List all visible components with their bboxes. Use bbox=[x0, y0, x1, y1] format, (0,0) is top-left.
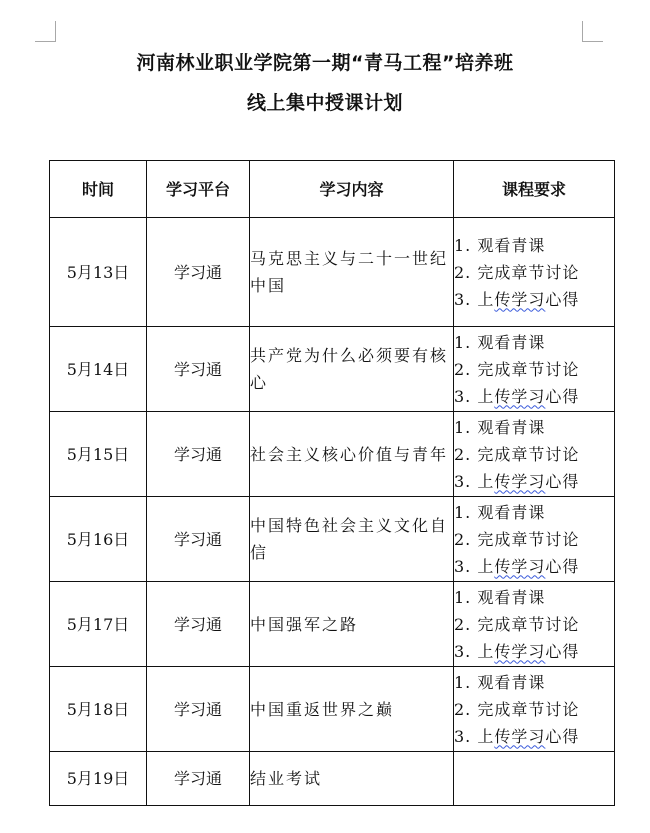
cell-time: 5月19日 bbox=[50, 752, 147, 806]
cell-content: 马克思主义与二十一世纪中国 bbox=[250, 218, 454, 327]
cell-requirements bbox=[454, 582, 615, 667]
requirement-item: 2. 完成章节讨论 bbox=[454, 444, 580, 464]
cell-time: 5月18日 bbox=[50, 667, 147, 752]
cell-content: 社会主义核心价值与青年 bbox=[250, 412, 454, 497]
header-time: 时间 bbox=[50, 161, 147, 218]
table-row bbox=[50, 497, 615, 582]
table-row bbox=[50, 667, 615, 752]
requirement-item: 2. 完成章节讨论 bbox=[454, 529, 580, 549]
cell-content: 结业考试 bbox=[250, 752, 454, 806]
cell-content: 中国重返世界之巅 bbox=[250, 667, 454, 752]
cell-platform: 学习通 bbox=[147, 218, 250, 327]
cell-content: 共产党为什么必须要有核心 bbox=[250, 327, 454, 412]
cell-requirements bbox=[454, 218, 615, 327]
requirement-item: 1. 观看青课 bbox=[454, 587, 546, 607]
requirement-item bbox=[454, 638, 614, 665]
table-row bbox=[50, 752, 615, 806]
spellcheck-marked-text: 传学习 bbox=[494, 726, 546, 746]
cell-platform: 学习通 bbox=[147, 412, 250, 497]
cell-requirements-empty bbox=[454, 752, 615, 806]
cell-requirements bbox=[454, 327, 615, 412]
cell-requirements bbox=[454, 497, 615, 582]
cell-requirements bbox=[454, 667, 615, 752]
requirement-item bbox=[454, 286, 614, 313]
requirement-text: 心得 bbox=[545, 641, 580, 661]
spellcheck-marked-text: 传学习 bbox=[494, 641, 546, 661]
requirement-item: 1. 观看青课 bbox=[454, 502, 546, 522]
schedule-table bbox=[49, 160, 615, 806]
header-requirements: 课程要求 bbox=[454, 161, 615, 218]
cell-platform: 学习通 bbox=[147, 667, 250, 752]
requirement-item: 2. 完成章节讨论 bbox=[454, 614, 580, 634]
requirement-item: 1. 观看青课 bbox=[454, 235, 546, 255]
requirement-item bbox=[454, 553, 614, 580]
requirement-item bbox=[454, 468, 614, 495]
requirement-item bbox=[454, 383, 614, 410]
requirement-item: 2. 完成章节讨论 bbox=[454, 699, 580, 719]
requirement-text: 3. 上 bbox=[454, 289, 495, 309]
cell-content: 中国强军之路 bbox=[250, 582, 454, 667]
table-row bbox=[50, 412, 615, 497]
cell-time: 5月14日 bbox=[50, 327, 147, 412]
document-subtitle: 线上集中授课计划 bbox=[246, 92, 403, 114]
spellcheck-marked-text: 传学习 bbox=[494, 386, 546, 406]
spellcheck-marked-text: 传学习 bbox=[494, 289, 546, 309]
requirement-text: 3. 上 bbox=[454, 386, 495, 406]
requirement-item bbox=[454, 723, 614, 750]
requirement-text: 3. 上 bbox=[454, 471, 495, 491]
header-platform: 学习平台 bbox=[147, 161, 250, 218]
document-title: 河南林业职业学院第一期“青马工程”培养班 bbox=[136, 52, 514, 74]
table-row bbox=[50, 582, 615, 667]
table-header-row bbox=[50, 161, 615, 218]
page-corner-mark-top-right bbox=[582, 21, 603, 42]
spellcheck-marked-text: 传学习 bbox=[494, 471, 546, 491]
cell-time: 5月13日 bbox=[50, 218, 147, 327]
cell-requirements bbox=[454, 412, 615, 497]
requirement-item: 1. 观看青课 bbox=[454, 672, 546, 692]
spellcheck-marked-text: 传学习 bbox=[494, 556, 546, 576]
page-corner-mark-top-left bbox=[35, 21, 56, 42]
header-content: 学习内容 bbox=[250, 161, 454, 218]
cell-platform: 学习通 bbox=[147, 582, 250, 667]
requirement-text: 心得 bbox=[545, 289, 580, 309]
requirement-item: 1. 观看青课 bbox=[454, 332, 546, 352]
requirement-text: 3. 上 bbox=[454, 641, 495, 661]
requirement-item: 2. 完成章节讨论 bbox=[454, 359, 580, 379]
cell-platform: 学习通 bbox=[147, 497, 250, 582]
cell-platform: 学习通 bbox=[147, 752, 250, 806]
requirement-text: 心得 bbox=[545, 556, 580, 576]
cell-content: 中国特色社会主义文化自信 bbox=[250, 497, 454, 582]
requirement-text: 心得 bbox=[545, 726, 580, 746]
requirement-text: 心得 bbox=[545, 471, 580, 491]
cell-time: 5月17日 bbox=[50, 582, 147, 667]
requirement-item: 2. 完成章节讨论 bbox=[454, 262, 580, 282]
requirement-text: 3. 上 bbox=[454, 726, 495, 746]
requirement-item: 1. 观看青课 bbox=[454, 417, 546, 437]
requirement-text: 3. 上 bbox=[454, 556, 495, 576]
table-row bbox=[50, 218, 615, 327]
cell-time: 5月15日 bbox=[50, 412, 147, 497]
requirement-text: 心得 bbox=[545, 386, 580, 406]
table-row bbox=[50, 327, 615, 412]
cell-platform: 学习通 bbox=[147, 327, 250, 412]
cell-time: 5月16日 bbox=[50, 497, 147, 582]
